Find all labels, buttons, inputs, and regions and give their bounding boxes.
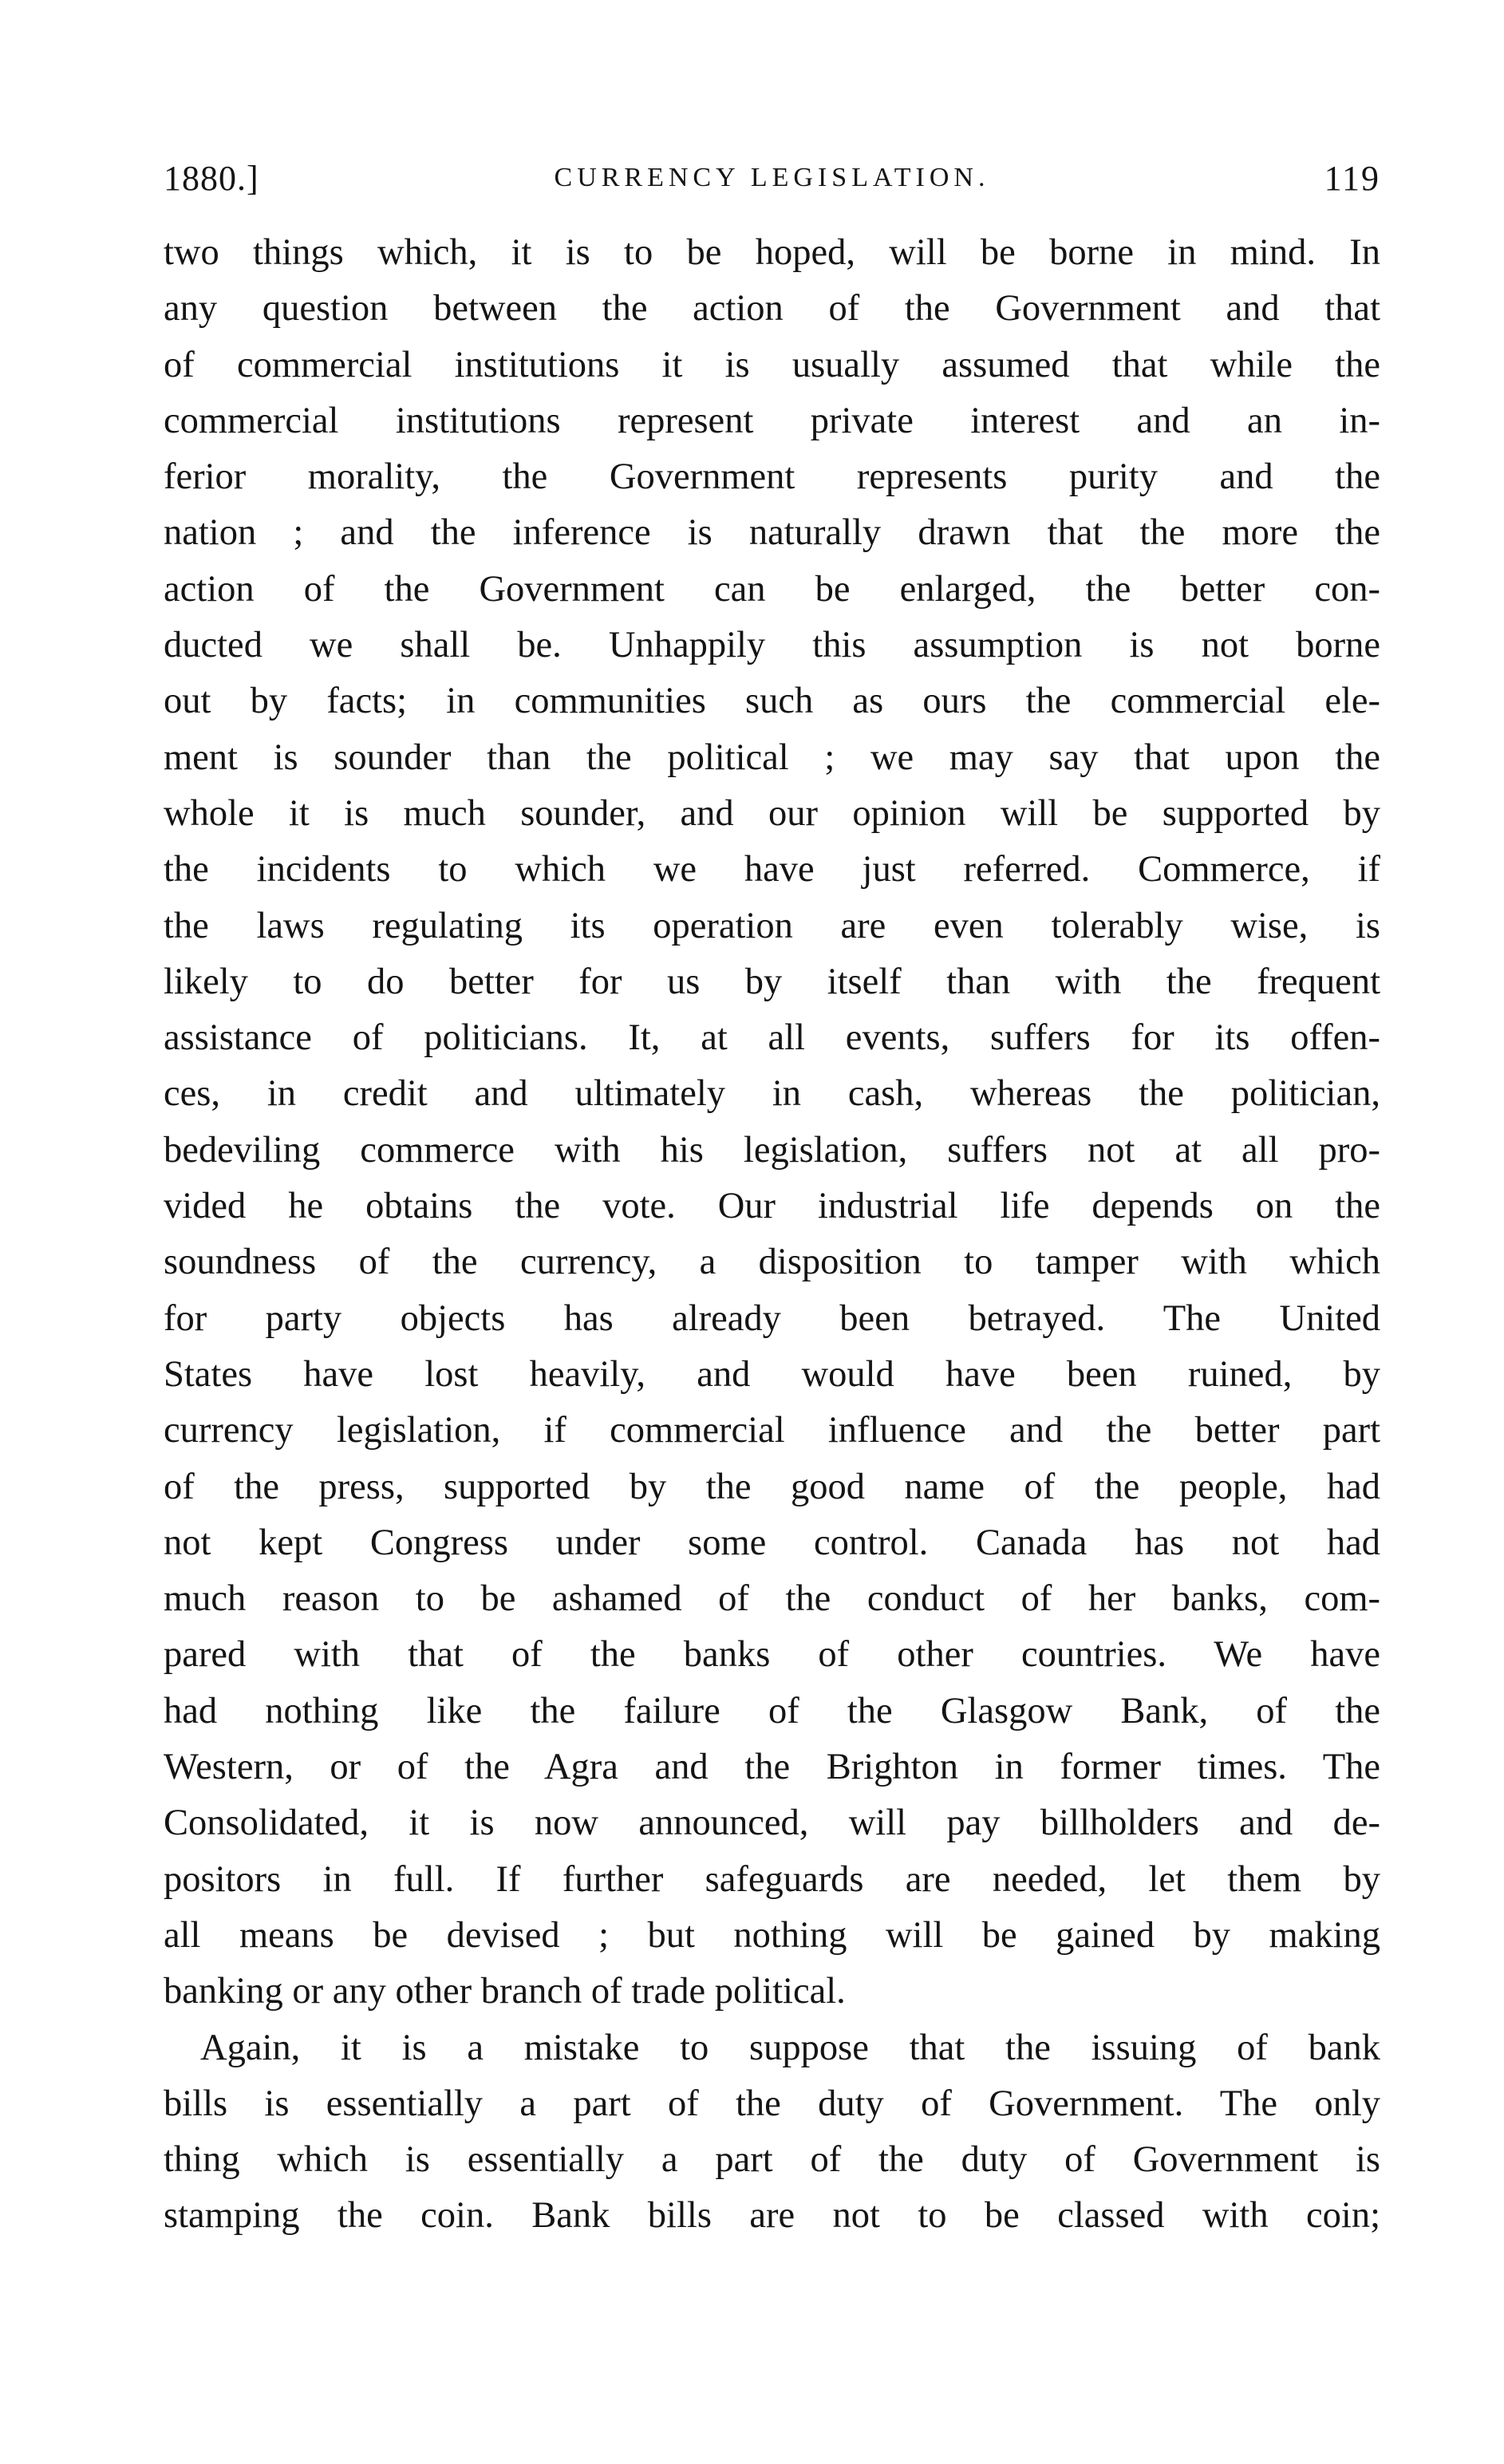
text-line: two things which, it is to be hoped, will be borne in mind. In (164, 232, 1380, 273)
text-line: much reason to be ashamed of the conduct of her banks, com- (164, 1578, 1380, 1620)
text-line: assistance of politicians. It, at all events, suffers for its offen- (164, 1017, 1380, 1059)
text-line: ces, in credit and ultimately in cash, whereas the politician, (164, 1073, 1380, 1115)
text-line: bills is essentially a part of the duty of Government. The only (164, 2083, 1380, 2124)
text-line: whole it is much sounder, and our opinion will be supported by (164, 792, 1380, 834)
text-line: banking or any other branch of trade political. (164, 1971, 846, 2012)
text-line: ment is sounder than the political ; we may say that upon the (164, 736, 1380, 778)
text-line: vided he obtains the vote. Our industrial life depends on the (164, 1186, 1380, 1227)
text-line: Consolidated, it is now announced, will pay billholders and de- (164, 1803, 1380, 1844)
text-line: stamping the coin. Bank bills are not to be classed with coin; (164, 2195, 1380, 2237)
text-line: bedeviling commerce with his legislation, suffers not at all pro- (164, 1129, 1380, 1171)
running-head (164, 158, 1380, 206)
body-text (164, 225, 1380, 2245)
text-line: not kept Congress under some control. Canada has not had (164, 1522, 1380, 1563)
text-line: positors in full. If further safeguards are needed, let them by (164, 1858, 1380, 1900)
text-line: all means be devised ; but nothing will be gained by making (164, 1914, 1380, 1956)
text-line: soundness of the currency, a disposition to tamper with which (164, 1242, 1380, 1283)
text-line: of commercial institutions it is usually assumed that while the (164, 344, 1380, 385)
text-line: Western, or of the Agra and the Brighton in former times. The (164, 1747, 1380, 1788)
text-line: pared with that of the banks of other countries. We have (164, 1634, 1380, 1676)
text-line: likely to do better for us by itself than with the frequent (164, 961, 1380, 1002)
text-line: any question between the action of the Government and that (164, 288, 1380, 330)
text-line: the incidents to which we have just referred. Commerce, if (164, 849, 1380, 890)
text-line: ferior morality, the Government represents purity and the (164, 456, 1380, 498)
text-line: States have lost heavily, and would have been ruined, by (164, 1353, 1380, 1395)
text-line: of the press, supported by the good name of the people, had (164, 1466, 1380, 1507)
paragraph (164, 2020, 1380, 2245)
text-line: ducted we shall be. Unhappily this assumption is not borne (164, 625, 1380, 666)
text-line: Again, it is a mistake to suppose that the issuing of bank (200, 2027, 1380, 2068)
text-line: out by facts; in communities such as ours the commercial ele- (164, 681, 1380, 722)
text-line: for party objects has already been betrayed. The United (164, 1297, 1380, 1339)
text-line: currency legislation, if commercial influence and the better part (164, 1410, 1380, 1451)
text-line: commercial institutions represent private interest and an in- (164, 400, 1380, 441)
header-year: 1880.] (164, 159, 259, 198)
header-title: CURRENCY LEGISLATION. (554, 163, 990, 192)
text-line: had nothing like the failure of the Glasgow Bank, of the (164, 1690, 1380, 1732)
text-line: action of the Government can be enlarged, the better con- (164, 568, 1380, 610)
page-number: 119 (1324, 159, 1380, 198)
text-line: the laws regulating its operation are even tolerably wise, is (164, 905, 1380, 946)
paragraph (164, 225, 1380, 2020)
text-line: thing which is essentially a part of the duty of Government is (164, 2139, 1380, 2181)
text-line: nation ; and the inference is naturally drawn that the more the (164, 512, 1380, 554)
